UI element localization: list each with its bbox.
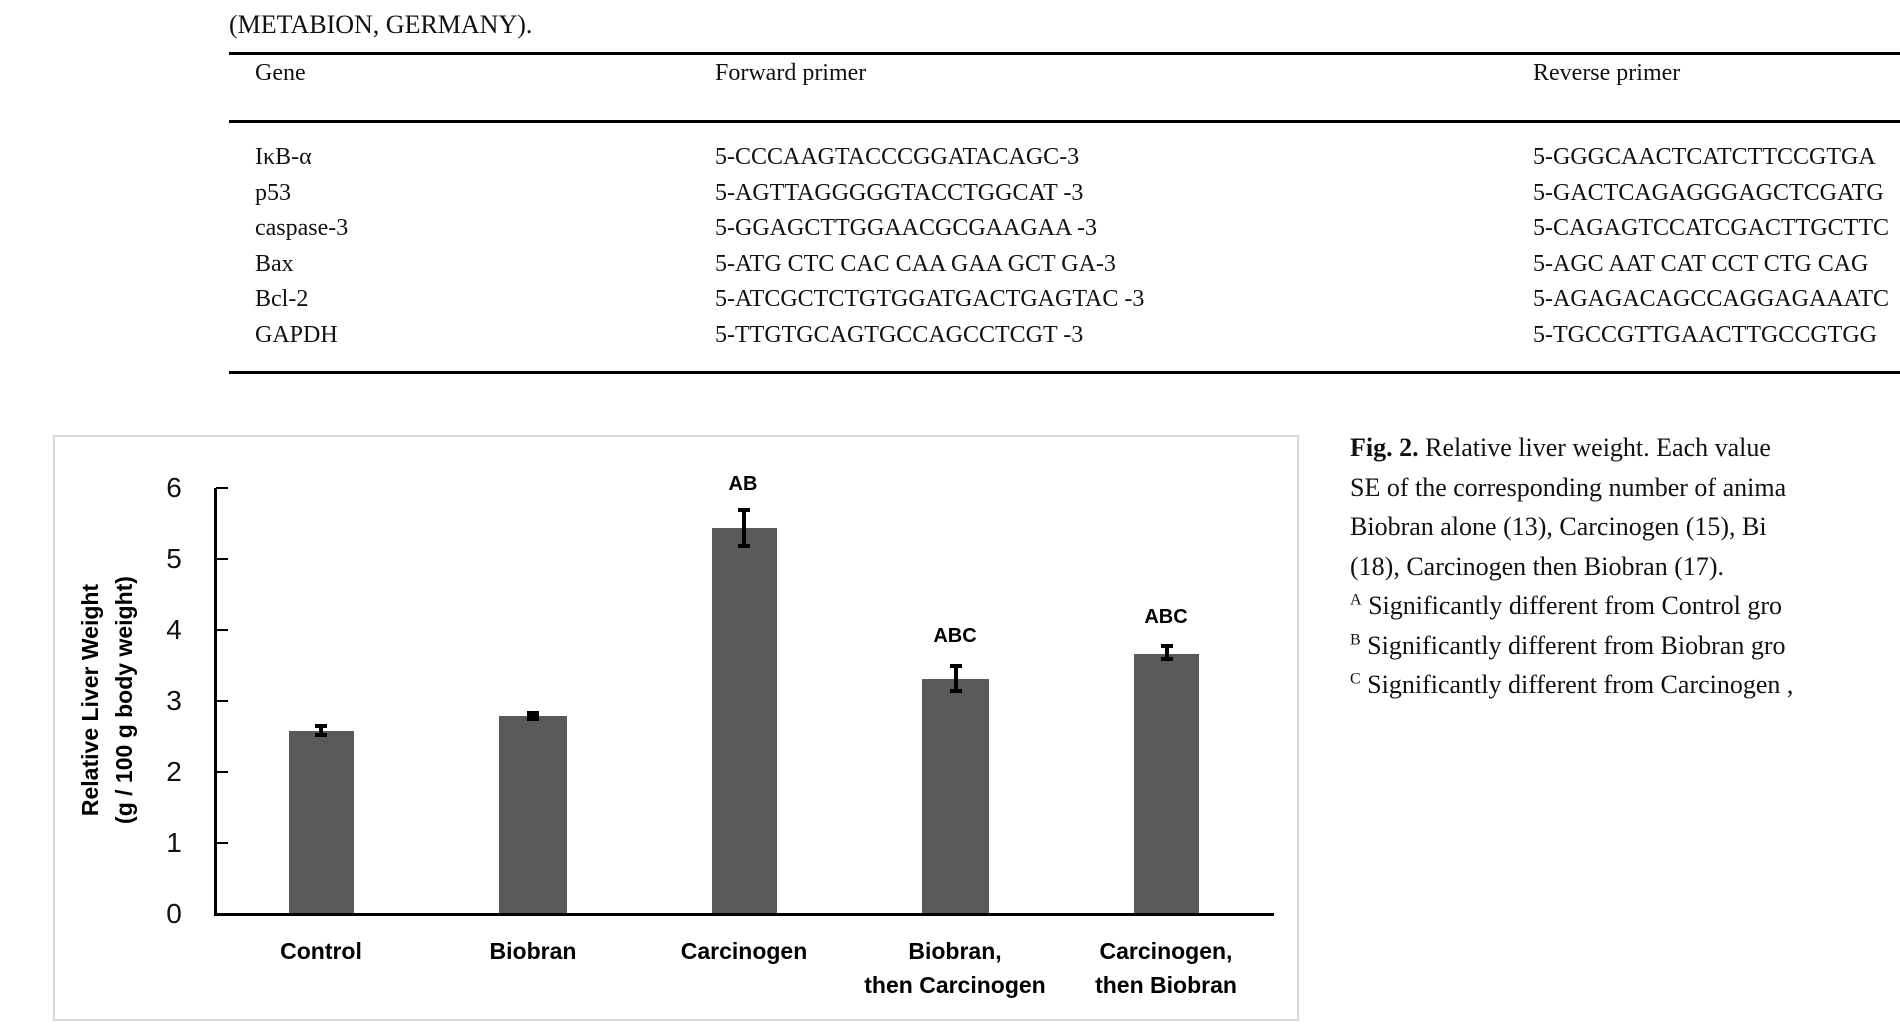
significance-label: ABC [1144, 606, 1188, 628]
cell-reverse: 5-CAGAGTCCATCGACTTGCTTC [1533, 215, 1890, 242]
significance-label: ABC [933, 625, 977, 647]
y-tick [216, 558, 228, 560]
caption-note: $^C$ Significantly different from Carcinogen , [1350, 670, 1794, 699]
intro-text-line: (METABION, GERMANY). [229, 10, 533, 39]
x-category-label: Carcinogen, then Biobran [1095, 938, 1237, 998]
cell-forward: 5-ATCGCTCTGTGGATGACTGAGTAC -3 [715, 286, 1145, 313]
y-tick-label: 3 [166, 685, 182, 716]
bar-biobran [499, 716, 567, 914]
header-forward-primer: Forward primer [715, 60, 867, 86]
x-category-label: Biobran, then Carcinogen [864, 938, 1046, 998]
y-tick-label: 4 [166, 614, 182, 645]
cell-forward: 5-GGAGCTTGGAACGCGAAGAA -3 [715, 215, 1097, 242]
caption-line: Relative liver weight. Each value [1418, 433, 1771, 462]
cell-reverse: 5-GGGCAACTCATCTTCCGTGA [1533, 144, 1876, 170]
caption-line: Biobran alone (13), Carcinogen (15), Bi [1350, 512, 1767, 541]
cell-forward: 5-TTGTGCAGTGCCAGCCTCGT -3 [715, 322, 1084, 348]
cell-gene: IκB-α [255, 144, 312, 170]
y-tick [216, 629, 228, 631]
table-bottom-rule [229, 371, 1900, 374]
cell-forward: 5-CCCAAGTACCCGGATACAGC-3 [715, 144, 1080, 170]
cell-reverse: 5-TGCCGTTGAACTTGCCGTGG [1533, 322, 1877, 348]
y-tick [216, 700, 228, 702]
bar-control [289, 731, 354, 914]
bar-carcinogen-then-biobran [1134, 654, 1199, 914]
x-category-label: Carcinogen [680, 938, 808, 964]
y-tick-label: 2 [166, 756, 182, 787]
cell-gene: GAPDH [255, 322, 338, 348]
table-top-rule [229, 52, 1900, 55]
bar-biobran-then-carcinogen [922, 679, 989, 914]
caption-fig-label: Fig. 2. [1350, 433, 1419, 462]
y-tick-label: 6 [166, 472, 182, 503]
y-tick [216, 487, 228, 489]
cell-gene: Bcl-2 [255, 286, 309, 313]
x-axis [214, 913, 1274, 916]
y-axis [214, 488, 217, 916]
y-axis-label-line1: Relative Liver Weight [77, 583, 103, 817]
cell-forward: 5-AGTTAGGGGGTACCTGGCAT -3 [715, 179, 1084, 206]
y-tick-label: 5 [166, 543, 182, 574]
y-axis-label-line2: (g / 100 g body weight) [111, 576, 137, 824]
cell-forward: 5-ATG CTC CAC CAA GAA GCT GA-3 [715, 250, 1116, 277]
caption-line: (18), Carcinogen then Biobran (17). [1350, 551, 1725, 581]
y-tick-label: 1 [166, 827, 182, 858]
table-header-rule [229, 120, 1900, 123]
cell-reverse: 5-AGC AAT CAT CCT CTG CAG [1533, 250, 1869, 277]
bar-carcinogen [712, 528, 777, 914]
x-category-label: Biobran [489, 938, 577, 964]
header-reverse-primer: Reverse primer [1533, 60, 1681, 86]
cell-gene: Bax [255, 250, 294, 277]
cell-gene: caspase-3 [255, 215, 349, 242]
caption-line: SE of the corresponding number of anima [1350, 472, 1787, 502]
cell-gene: p53 [255, 179, 291, 206]
y-axis-label [73, 490, 143, 910]
cell-reverse: 5-GACTCAGAGGGAGCTCGATG [1533, 179, 1884, 206]
y-tick [216, 842, 228, 844]
figure-caption [1350, 428, 1900, 705]
y-tick-label: 0 [166, 898, 182, 929]
caption-note: $^B$ Significantly different from Biobran gro [1350, 630, 1786, 660]
header-gene: Gene [255, 60, 306, 86]
x-category-label: Control [280, 938, 362, 964]
caption-note: $^A$ Significantly different from Control gro [1350, 591, 1783, 620]
significance-label: AB [728, 473, 758, 495]
cell-reverse: 5-AGAGACAGCCAGGAGAAATC [1533, 286, 1890, 313]
y-tick [216, 771, 228, 773]
